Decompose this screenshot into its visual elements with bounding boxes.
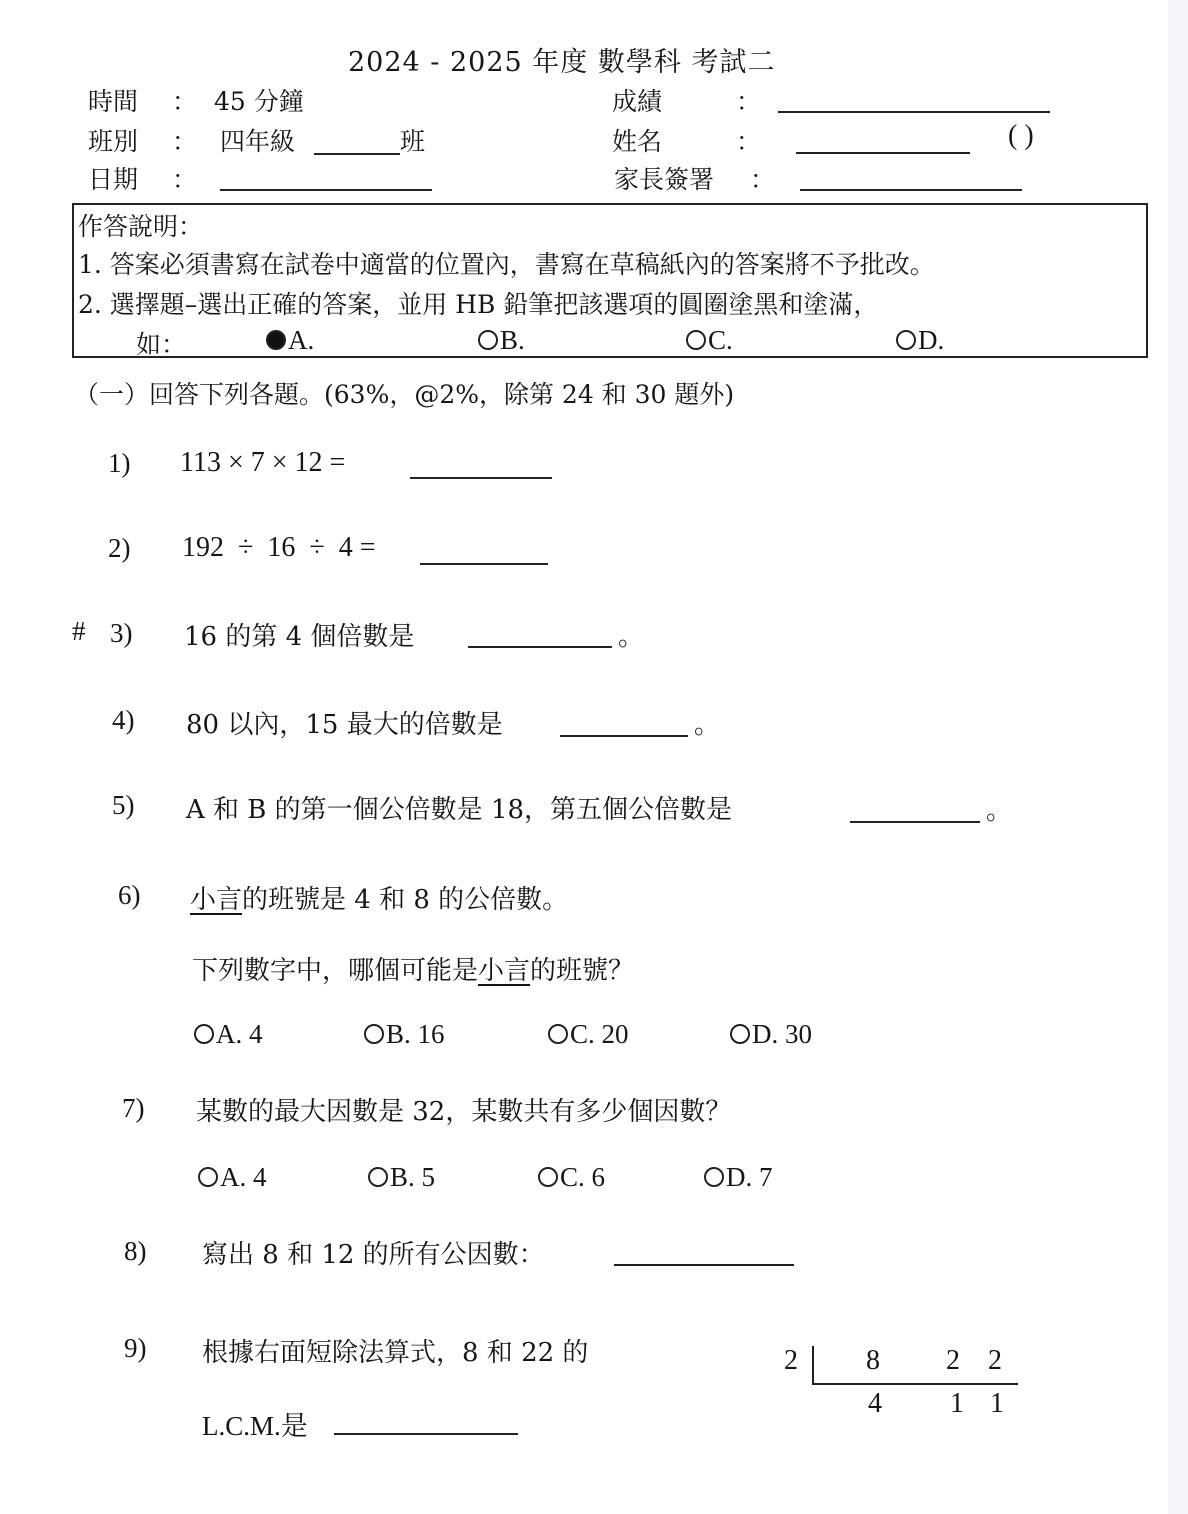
time-value: 45 分鐘 bbox=[214, 87, 304, 116]
question-2-answer-blank[interactable] bbox=[420, 563, 548, 565]
division-top-2: 2 bbox=[946, 1345, 960, 1376]
empty-circle-icon bbox=[686, 330, 706, 350]
instructions-title: 作答說明： bbox=[78, 212, 204, 241]
division-top-3: 2 bbox=[988, 1345, 1002, 1376]
question-5-answer-blank[interactable] bbox=[850, 821, 980, 823]
class-suffix: 班 bbox=[400, 127, 426, 156]
instruction-2: 2. 選擇題–選出正確的答案，並用 HB 鉛筆把該選項的圓圈塗黑和塗滿， bbox=[78, 290, 879, 319]
question-2-number: 2) bbox=[108, 533, 131, 563]
question-1-number: 1) bbox=[108, 448, 131, 478]
division-horizontal-line bbox=[812, 1383, 1018, 1385]
question-5-number: 5) bbox=[112, 790, 135, 820]
question-6-option-d[interactable]: D. 30 bbox=[730, 1019, 812, 1050]
empty-circle-icon[interactable] bbox=[730, 1024, 750, 1044]
question-7-text: 某數的最大因數是 32，某數共有多少個因數？ bbox=[196, 1097, 732, 1127]
question-9-answer-blank[interactable] bbox=[334, 1433, 518, 1435]
division-divisor: 2 bbox=[784, 1345, 798, 1376]
question-7-option-d[interactable]: D. 7 bbox=[704, 1162, 773, 1193]
parent-sign-label: 家長簽署 bbox=[614, 165, 715, 194]
empty-circle-icon bbox=[896, 330, 916, 350]
question-9-text: 根據右面短除法算式，8 和 22 的 bbox=[202, 1338, 589, 1368]
score-label: 成績 bbox=[612, 87, 663, 116]
question-7-option-a[interactable]: A. 4 bbox=[198, 1162, 267, 1193]
division-bottom-2: 1 bbox=[950, 1388, 964, 1419]
date-label: 日期 bbox=[88, 165, 139, 194]
parent-sign-blank[interactable] bbox=[800, 189, 1022, 191]
question-3-number: 3) bbox=[110, 618, 133, 648]
question-2-text: 192 ÷ 16 ÷ 4 = bbox=[182, 532, 376, 563]
score-blank[interactable] bbox=[778, 111, 1050, 113]
question-7-option-b[interactable]: B. 5 bbox=[368, 1162, 435, 1193]
question-6-option-a[interactable]: A. 4 bbox=[194, 1019, 263, 1050]
instructions-box bbox=[72, 203, 1148, 358]
question-5-text: A 和 B 的第一個公倍數是 18，第五個公倍數是 bbox=[186, 795, 733, 825]
question-4-suffix: 。 bbox=[694, 710, 721, 740]
student-name-underlined: 小言 bbox=[190, 885, 243, 915]
empty-circle-icon[interactable] bbox=[198, 1167, 218, 1187]
question-6-text: 小言的班號是 4 和 8 的公倍數。 bbox=[190, 885, 569, 915]
colon: ： bbox=[172, 87, 198, 116]
question-1-answer-blank[interactable] bbox=[410, 477, 552, 479]
empty-circle-icon[interactable] bbox=[704, 1167, 724, 1187]
class-number-paren[interactable]: ( ) bbox=[1008, 120, 1034, 151]
class-label: 班別 bbox=[88, 127, 139, 156]
question-8-number: 8) bbox=[124, 1236, 147, 1266]
example-option-c: C. bbox=[686, 325, 733, 356]
question-9-line2: L.C.M.是 bbox=[202, 1411, 308, 1441]
question-3-suffix: 。 bbox=[618, 622, 645, 652]
question-9-number: 9) bbox=[124, 1333, 147, 1363]
division-bottom-1: 4 bbox=[868, 1388, 882, 1419]
class-prefix: 四年級 bbox=[220, 127, 296, 156]
name-blank[interactable] bbox=[796, 152, 970, 154]
question-5-suffix: 。 bbox=[986, 796, 1013, 826]
empty-circle-icon[interactable] bbox=[364, 1024, 384, 1044]
question-7-option-c[interactable]: C. 6 bbox=[538, 1162, 605, 1193]
question-6-number: 6) bbox=[118, 880, 141, 910]
class-number-blank[interactable] bbox=[314, 153, 400, 155]
question-3-marker: # bbox=[72, 616, 86, 646]
filled-circle-icon bbox=[266, 330, 286, 350]
example-option-a: A. bbox=[266, 325, 314, 356]
division-top-1: 8 bbox=[866, 1345, 880, 1376]
question-4-answer-blank[interactable] bbox=[560, 735, 688, 737]
page-edge bbox=[1168, 0, 1188, 1514]
question-3-text: 16 的第 4 個倍數是 bbox=[184, 622, 415, 652]
division-vertical-line bbox=[812, 1346, 814, 1384]
question-6-option-c[interactable]: C. 20 bbox=[548, 1019, 629, 1050]
empty-circle-icon[interactable] bbox=[538, 1167, 558, 1187]
question-8-text: 寫出 8 和 12 的所有公因數： bbox=[202, 1240, 545, 1270]
colon: ： bbox=[172, 165, 198, 194]
example-option-b: B. bbox=[478, 325, 525, 356]
question-4-number: 4) bbox=[112, 705, 135, 735]
empty-circle-icon bbox=[478, 330, 498, 350]
instruction-1: 1. 答案必須書寫在試卷中適當的位置內，書寫在草稿紙內的答案將不予批改。 bbox=[78, 250, 935, 279]
question-1-text: 113 × 7 × 12 = bbox=[180, 447, 346, 478]
empty-circle-icon[interactable] bbox=[548, 1024, 568, 1044]
colon: ： bbox=[172, 127, 198, 156]
colon: ： bbox=[736, 87, 762, 116]
division-bottom-3: 1 bbox=[990, 1388, 1004, 1419]
example-option-d: D. bbox=[896, 325, 944, 356]
question-6-subtext: 下列數字中，哪個可能是小言的班號？ bbox=[192, 956, 635, 986]
question-7-number: 7) bbox=[122, 1093, 145, 1123]
empty-circle-icon[interactable] bbox=[368, 1167, 388, 1187]
question-4-text: 80 以內，15 最大的倍數是 bbox=[186, 710, 503, 740]
date-blank[interactable] bbox=[220, 189, 432, 191]
name-label: 姓名 bbox=[612, 127, 663, 156]
example-label: 如： bbox=[136, 330, 187, 359]
question-6-option-b[interactable]: B. 16 bbox=[364, 1019, 445, 1050]
exam-title: 2024 - 2025 年度 數學科 考試二 bbox=[348, 47, 776, 78]
time-label: 時間 bbox=[88, 87, 139, 116]
empty-circle-icon[interactable] bbox=[194, 1024, 214, 1044]
colon: ： bbox=[736, 127, 762, 156]
question-3-answer-blank[interactable] bbox=[468, 646, 612, 648]
colon: ： bbox=[750, 165, 776, 194]
section-title: （一）回答下列各題。(63%，@2%，除第 24 和 30 題外) bbox=[74, 380, 735, 409]
question-8-answer-blank[interactable] bbox=[614, 1264, 794, 1266]
